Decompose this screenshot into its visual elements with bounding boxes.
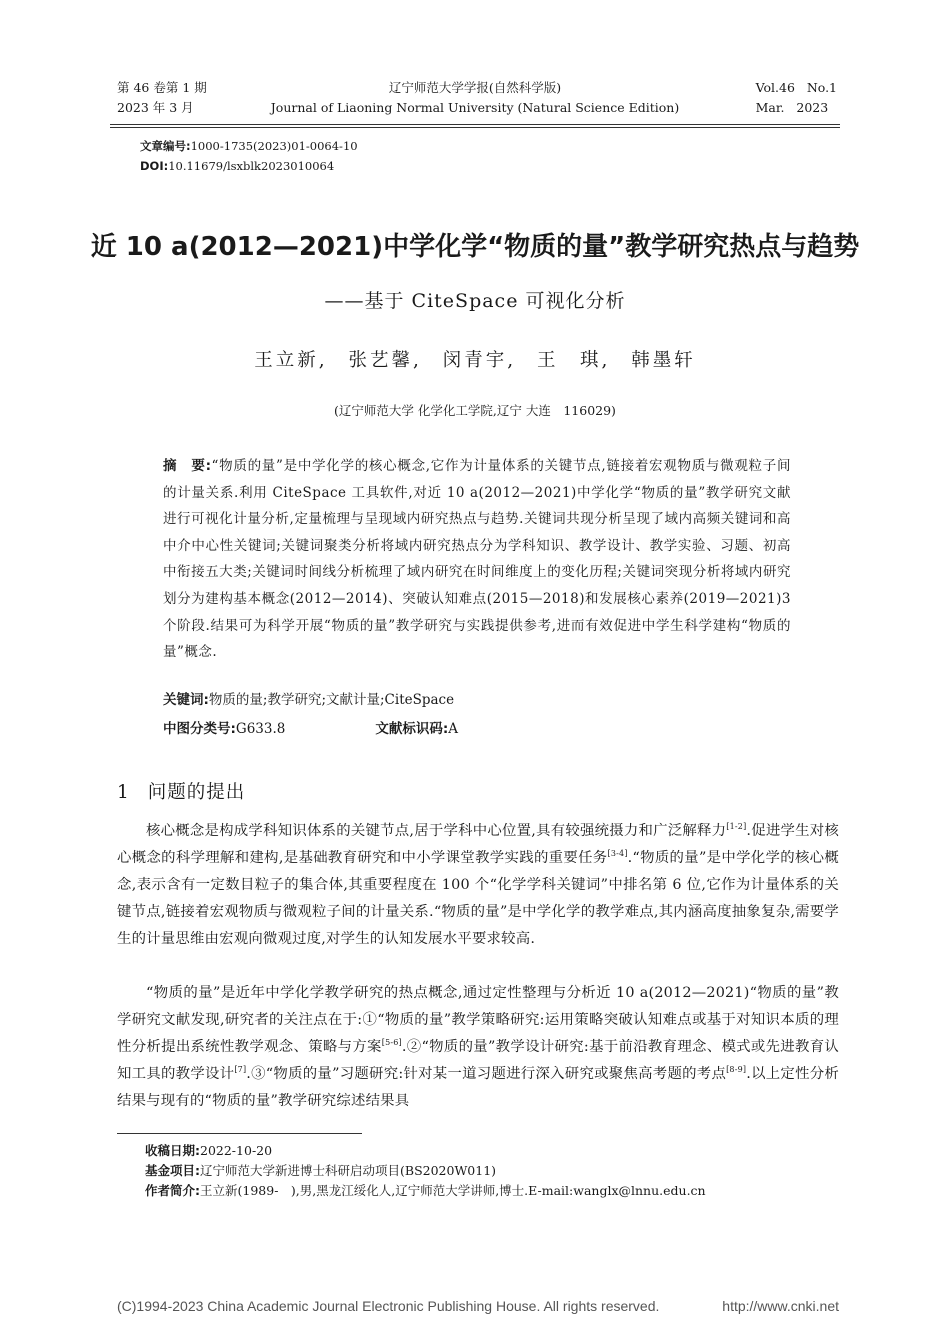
author-list: 王立新, 张艺馨, 闵青宇, 王 琪, 韩墨轩 xyxy=(254,350,696,371)
keywords-label: 关键词: xyxy=(163,692,209,708)
citation[interactable]: [8-9] xyxy=(726,1064,747,1074)
copyright-footer xyxy=(117,1298,839,1314)
date-cn: 2023 年 3 月 xyxy=(117,100,194,115)
volume-issue-en: Vol.46 No.1 xyxy=(755,80,837,95)
body-paragraph: 核心概念是构成学科知识体系的关键节点,居于学科中心位置,具有较强统摄力和广泛解释力[1-2].促进学生对核心概念的科学理解和建构,是基础教育研究和中小学课堂教学实践的重要任务[3-4].“物质的量”是中学化学的核心概念,表示含有一定数目粒子的集合体,其重要程度在 100 个“化学学科关键词”中排名第 6 位,它作为计量体系的关键节点,链接着宏观物质与微观粒子间的计量关系.“物质的量”是中学化学的教学难点,其内涵高度抽象复杂,需要学生的计量思维由宏观向微观过度,对学生的认知发展水平要求较高. xyxy=(117,822,839,947)
author-bio: 作者简介:王立新(1989- ),男,黑龙江绥化人,辽宁师范大学讲师,博士.E-mail:wanglx@lnnu.edu.cn xyxy=(145,1183,706,1198)
section-heading xyxy=(117,778,245,804)
fund-project: 基金项目:辽宁师范大学新进博士科研启动项目(BS2020W011) xyxy=(145,1163,497,1178)
header-rule xyxy=(110,124,840,125)
abstract-text: “物质的量”是中学化学的核心概念,它作为计量体系的关键节点,链接着宏观物质与微观粒子间的计量关系.利用 CiteSpace 工具软件,对近 10 a(2012—2021)中学化学“物质的量”教学研究文献进行可视化计量分析,定量梳理与呈现域内研究热点与趋势.关键词共现分析呈现了域内高频关键词和高中介中心性关键词;关键词聚类分析将域内研究热点分为学科知识、教学设计、教学实验、习题、初高中衔接五大类;关键词时间线分析梳理了域内研究在时间维度上的变化历程;关键词突现分析将域内研究划分为建构基本概念(2012—2014)、突破认知难点(2015—2018)和发展核心素养(2019—2021)3 个阶段.结果可为科学开展“物质的量”教学研究与实践提供参考,进而有效促进中学生科学建构“物质的量”概念. xyxy=(163,458,791,661)
article-number: 文章编号:1000-1735(2023)01-0064-10 xyxy=(140,139,358,153)
footnotes xyxy=(145,1141,706,1201)
doc-code-value: A xyxy=(448,721,458,737)
section-title: 问题的提出 xyxy=(147,782,246,803)
journal-name-en: Journal of Liaoning Normal University (Natural Science Edition) xyxy=(270,100,680,115)
doi-link[interactable]: 10.11679/lsxblk2023010064 xyxy=(168,159,335,173)
clc-label: 中图分类号: xyxy=(163,721,236,737)
received-date: 收稿日期:2022-10-20 xyxy=(145,1143,273,1158)
paper-subtitle: ——基于 CiteSpace 可视化分析 xyxy=(324,290,626,312)
abstract xyxy=(163,453,791,666)
body-paragraph: “物质的量”是近年中学化学教学研究的热点概念,通过定性整理与分析近 10 a(2012—2021)“物质的量”教学研究文献发现,研究者的关注点在于:①“物质的量”教学策略研究:运用策略突破认知难点或基于对知识本质的理性分析提出系统性教学观念、策略与方案[5-6].②“物质的量”教学设计研究:基于前沿教育理念、模式或先进教育认知工具的教学设计[7].③“物质的量”习题研究:针对某一道习题进行深入研究或聚焦高考题的考点[8-9].以上定性分析结果与现有的“物质的量”教学研究综述结果具 xyxy=(117,985,839,1109)
header-rule-thin xyxy=(110,127,840,128)
keywords-text: 物质的量;教学研究;文献计量;CiteSpace xyxy=(208,692,455,708)
affiliation: (辽宁师范大学 化学化工学院,辽宁 大连 116029) xyxy=(334,403,616,418)
volume-issue-cn: 第 46 卷第 1 期 xyxy=(117,80,207,95)
footnote-rule xyxy=(117,1133,362,1134)
doc-code-label: 文献标识码: xyxy=(375,721,449,737)
citation[interactable]: [1-2] xyxy=(726,822,747,831)
journal-name-cn: 辽宁师范大学学报(自然科学版) xyxy=(388,80,562,95)
classification xyxy=(163,717,458,737)
section-number: 1 xyxy=(117,782,130,803)
citation[interactable]: [7] xyxy=(234,1064,247,1074)
abstract-label: 摘 要: xyxy=(163,458,212,474)
doi: DOI:10.11679/lsxblk2023010064 xyxy=(140,159,335,173)
clc-value: G633.8 xyxy=(235,721,286,737)
copyright-text: (C)1994-2023 China Academic Journal Electronic Publishing House. All rights reserved. xyxy=(117,1298,660,1314)
citation[interactable]: [3-4] xyxy=(607,848,628,858)
date-en: Mar. 2023 xyxy=(755,100,829,115)
cnki-link[interactable]: http://www.cnki.net xyxy=(722,1298,839,1314)
paper-title: 近 10 a(2012—2021)中学化学“物质的量”教学研究热点与趋势 xyxy=(90,232,860,262)
citation[interactable]: [5-6] xyxy=(381,1037,402,1047)
article-meta xyxy=(140,136,358,176)
keywords xyxy=(163,688,454,708)
running-header-right xyxy=(756,78,837,118)
